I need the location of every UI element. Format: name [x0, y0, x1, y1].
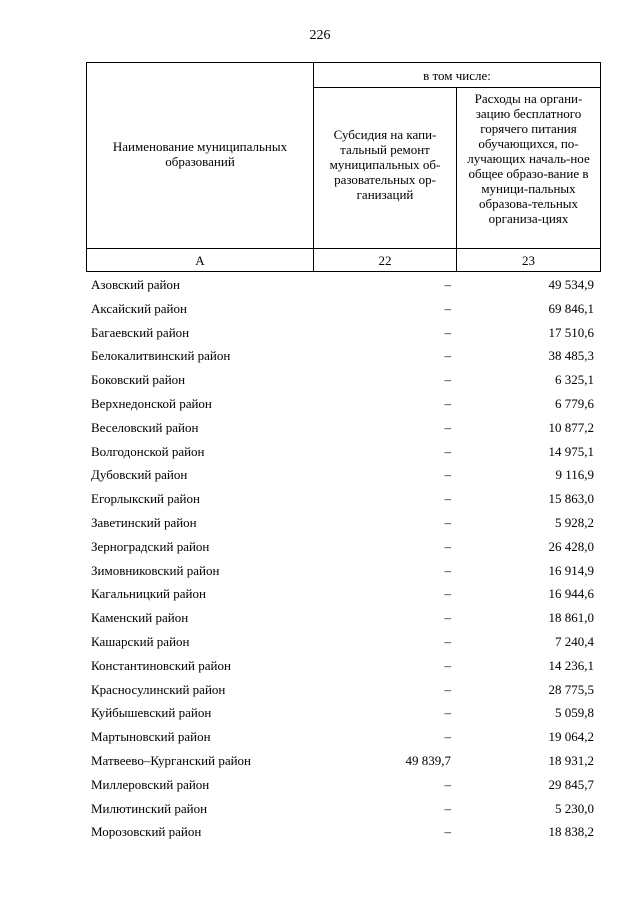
hot-meals-expense-value: 19 064,2: [548, 729, 594, 745]
hot-meals-expense-value: 18 931,2: [548, 752, 594, 768]
table-row: [86, 417, 601, 441]
table-row: [86, 702, 601, 726]
hot-meals-expense-value: 5 928,2: [555, 514, 594, 530]
hot-meals-expense-value: 5 059,8: [555, 705, 594, 721]
district-name: Куйбышевский район: [91, 705, 212, 721]
table-row: [86, 821, 601, 845]
capital-repair-subsidy-value: –: [444, 277, 451, 292]
hot-meals-expense-value: 18 861,0: [548, 610, 594, 626]
table-row: [86, 488, 601, 512]
table-row: [86, 322, 601, 346]
district-name: Боковский район: [91, 372, 186, 388]
capital-repair-subsidy-value: –: [444, 467, 451, 483]
table-body: [86, 274, 601, 845]
header-divider: [313, 87, 600, 88]
capital-repair-subsidy-value: –: [444, 657, 451, 673]
table-row: [86, 560, 601, 584]
column-code-23: 23: [522, 253, 535, 268]
capital-repair-subsidy-value: –: [444, 491, 451, 507]
table-row: [86, 750, 601, 774]
hot-meals-expense-value: 15 863,0: [548, 491, 594, 507]
hot-meals-expense-value: 29 845,7: [548, 776, 594, 792]
hot-meals-expense-value: 5 230,0: [555, 800, 594, 816]
district-name: Милютинский район: [91, 800, 208, 816]
hot-meals-expense-value: 7 240,4: [555, 633, 594, 649]
page-number: 226: [309, 28, 331, 43]
district-name: Каменский район: [91, 610, 189, 626]
hot-meals-expense-value: 17 510,6: [548, 324, 594, 340]
hot-meals-expense-value: 26 428,0: [548, 538, 594, 554]
table-row: [86, 274, 601, 298]
capital-repair-subsidy-value: –: [444, 633, 451, 649]
capital-repair-subsidy-value: –: [444, 562, 451, 578]
district-name: Мартыновский район: [91, 729, 211, 745]
hot-meals-expense-value: 18 838,2: [548, 824, 594, 840]
table-header: [86, 62, 601, 272]
district-name: Егорлыкский район: [91, 491, 200, 507]
column-header-23: Расходы на органи-зацию бесплатного горячего питания обучающихся, по-лучающих началь-ное общее образо-вание в муници-пальных образова-тельных организа-циях: [467, 91, 590, 226]
hot-meals-expense-value: 38 485,3: [548, 348, 594, 364]
table-row: [86, 345, 601, 369]
district-name: Багаевский район: [91, 324, 190, 340]
column-header-22: Субсидия на капи-тальный ремонт муниципальных об-разовательных ор-ганизаций: [329, 127, 441, 202]
hot-meals-expense-value: 14 236,1: [548, 657, 594, 673]
district-name: Веселовский район: [91, 419, 199, 435]
hot-meals-expense-value: 9 116,9: [555, 467, 594, 483]
table-row: [86, 441, 601, 465]
capital-repair-subsidy-value: –: [444, 300, 451, 316]
table-row: [86, 631, 601, 655]
capital-repair-subsidy-value: –: [444, 610, 451, 626]
capital-repair-subsidy-value: –: [444, 729, 451, 745]
hot-meals-expense-value: 28 775,5: [548, 681, 594, 697]
table-row: [86, 583, 601, 607]
district-name: Красносулинский район: [91, 681, 226, 697]
header-divider: [87, 248, 600, 249]
table-row: [86, 607, 601, 631]
district-name: Дубовский район: [91, 467, 188, 483]
district-name: Белокалитвинский район: [91, 348, 231, 364]
hot-meals-expense-value: 10 877,2: [548, 419, 594, 435]
district-name: Аксайский район: [91, 300, 187, 316]
table-row: [86, 512, 601, 536]
capital-repair-subsidy-value: –: [444, 514, 451, 530]
district-name: Кашарский район: [91, 633, 190, 649]
table-row: [86, 393, 601, 417]
column-group-header: в том числе:: [423, 68, 491, 83]
capital-repair-subsidy-value: –: [444, 395, 451, 411]
capital-repair-subsidy-value: –: [444, 324, 451, 340]
hot-meals-expense-value: 6 779,6: [555, 395, 594, 411]
district-name: Матвеево–Курганский район: [91, 752, 252, 768]
capital-repair-subsidy-value: –: [444, 538, 451, 554]
column-code-22: 22: [378, 253, 392, 268]
hot-meals-expense-value: 16 914,9: [548, 562, 594, 578]
column-header-name: Наименование муниципальных образований: [112, 139, 288, 169]
hot-meals-expense-value: 49 534,9: [548, 277, 594, 292]
district-name: Зимовниковский район: [91, 562, 220, 578]
district-name: Зерноградский район: [91, 538, 210, 554]
capital-repair-subsidy-value: –: [444, 824, 451, 840]
table-row: [86, 536, 601, 560]
district-name: Кагальницкий район: [91, 586, 206, 602]
district-name: Морозовский район: [91, 824, 202, 840]
table-row: [86, 679, 601, 703]
capital-repair-subsidy-value: –: [444, 372, 451, 388]
table-row: [86, 655, 601, 679]
capital-repair-subsidy-value: –: [444, 443, 451, 459]
table-row: [86, 774, 601, 798]
table-row: [86, 798, 601, 822]
district-name: Азовский район: [91, 277, 180, 292]
district-name: Заветинский район: [91, 514, 197, 530]
hot-meals-expense-value: 69 846,1: [548, 300, 594, 316]
capital-repair-subsidy-value: 49 839,7: [405, 752, 451, 768]
district-name: Миллеровский район: [91, 776, 210, 792]
hot-meals-expense-value: 6 325,1: [555, 372, 594, 388]
capital-repair-subsidy-value: –: [444, 419, 451, 435]
hot-meals-expense-value: 16 944,6: [548, 586, 594, 602]
capital-repair-subsidy-value: –: [444, 681, 451, 697]
capital-repair-subsidy-value: –: [444, 800, 451, 816]
hot-meals-expense-value: 14 975,1: [548, 443, 594, 459]
district-name: Верхнедонской район: [91, 395, 212, 411]
capital-repair-subsidy-value: –: [444, 586, 451, 602]
table-row: [86, 464, 601, 488]
capital-repair-subsidy-value: –: [444, 776, 451, 792]
capital-repair-subsidy-value: –: [444, 705, 451, 721]
table-row: [86, 298, 601, 322]
table-row: [86, 369, 601, 393]
column-code-a: А: [195, 253, 205, 268]
table-row: [86, 726, 601, 750]
capital-repair-subsidy-value: –: [444, 348, 451, 364]
district-name: Константиновский район: [91, 657, 231, 673]
district-name: Волгодонской район: [91, 443, 205, 459]
